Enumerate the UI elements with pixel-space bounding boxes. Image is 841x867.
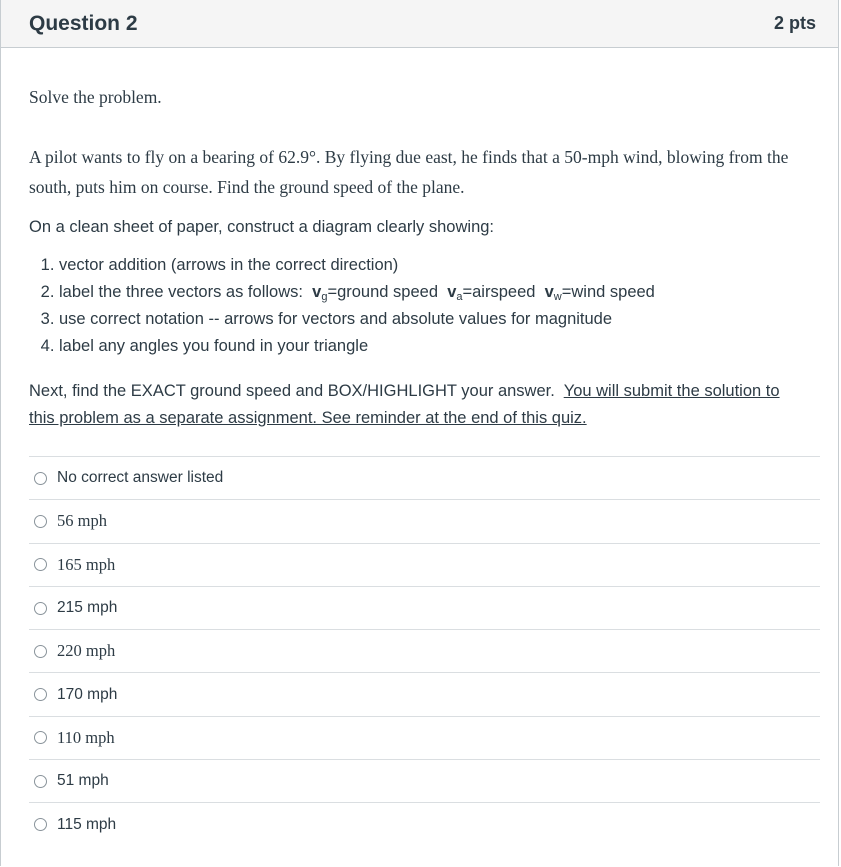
answer-label: No correct answer listed: [57, 469, 224, 487]
answer-option[interactable]: [29, 629, 820, 672]
vg-symbol: v: [312, 283, 322, 301]
steps-list: [29, 252, 818, 360]
radio-button[interactable]: [34, 818, 47, 831]
vg-text: =ground speed: [327, 283, 439, 301]
step-text: use correct notation -- arrows for vectors and absolute values for magnitude: [59, 310, 613, 328]
answer-label: 220 mph: [57, 641, 116, 661]
step-item: [59, 306, 818, 333]
question-points: 2 pts: [773, 13, 816, 33]
radio-button[interactable]: [34, 472, 47, 485]
answer-option[interactable]: [29, 586, 820, 629]
radio-button[interactable]: [34, 688, 47, 701]
answer-option[interactable]: [29, 543, 820, 586]
vw-text: =wind speed: [561, 283, 655, 301]
radio-button[interactable]: [34, 731, 47, 744]
question-title: Question 2: [29, 11, 138, 35]
va-text: =airspeed: [462, 283, 536, 301]
vg-subscript: g: [321, 291, 328, 303]
step-item: [59, 333, 818, 360]
va-symbol: v: [447, 283, 457, 301]
step-item: [59, 279, 818, 306]
answer-option[interactable]: [29, 716, 820, 759]
step-text: label the three vectors as follows:: [59, 283, 303, 301]
solve-instruction: Solve the problem.: [29, 87, 162, 107]
next-instructions: [29, 378, 789, 432]
answer-option[interactable]: [29, 802, 820, 845]
radio-button[interactable]: [34, 515, 47, 528]
answer-label: 215 mph: [57, 599, 118, 617]
answer-option[interactable]: [29, 499, 820, 542]
problem-text: A pilot wants to fly on a bearing of 62.9°. By flying due east, he finds that a 50-mph wind, blowing from the south, puts him on course. Find the ground speed of the plane.: [29, 147, 789, 197]
answer-option[interactable]: [29, 759, 820, 802]
answer-label: 170 mph: [57, 685, 118, 703]
question-header: [1, 0, 838, 48]
answer-option[interactable]: [29, 672, 820, 715]
answer-label: 51 mph: [57, 772, 109, 790]
answer-option[interactable]: [29, 456, 820, 499]
radio-button[interactable]: [34, 645, 47, 658]
va-subscript: a: [456, 291, 463, 303]
radio-button[interactable]: [34, 775, 47, 788]
vw-subscript: w: [553, 291, 562, 303]
step-text: vector addition (arrows in the correct direction): [59, 256, 399, 274]
submission-reminder: You will submit the solution to this problem as a separate assignment. See reminder at the end of this quiz.: [29, 382, 780, 427]
answer-label: 56 mph: [57, 511, 107, 531]
step-item: [59, 252, 818, 279]
radio-button[interactable]: [34, 602, 47, 615]
diagram-instructions: On a clean sheet of paper, construct a diagram clearly showing:: [29, 218, 495, 236]
question-body: [1, 86, 838, 432]
step-text: label any angles you found in your triangle: [59, 337, 369, 355]
answer-label: 115 mph: [57, 815, 117, 833]
next-plain-text: Next, find the EXACT ground speed and BOX/HIGHLIGHT your answer.: [29, 382, 555, 400]
answer-list: [29, 456, 820, 846]
answer-label: 110 mph: [57, 727, 115, 747]
vw-symbol: v: [544, 283, 554, 301]
radio-button[interactable]: [34, 558, 47, 571]
answer-label: 165 mph: [57, 554, 116, 574]
